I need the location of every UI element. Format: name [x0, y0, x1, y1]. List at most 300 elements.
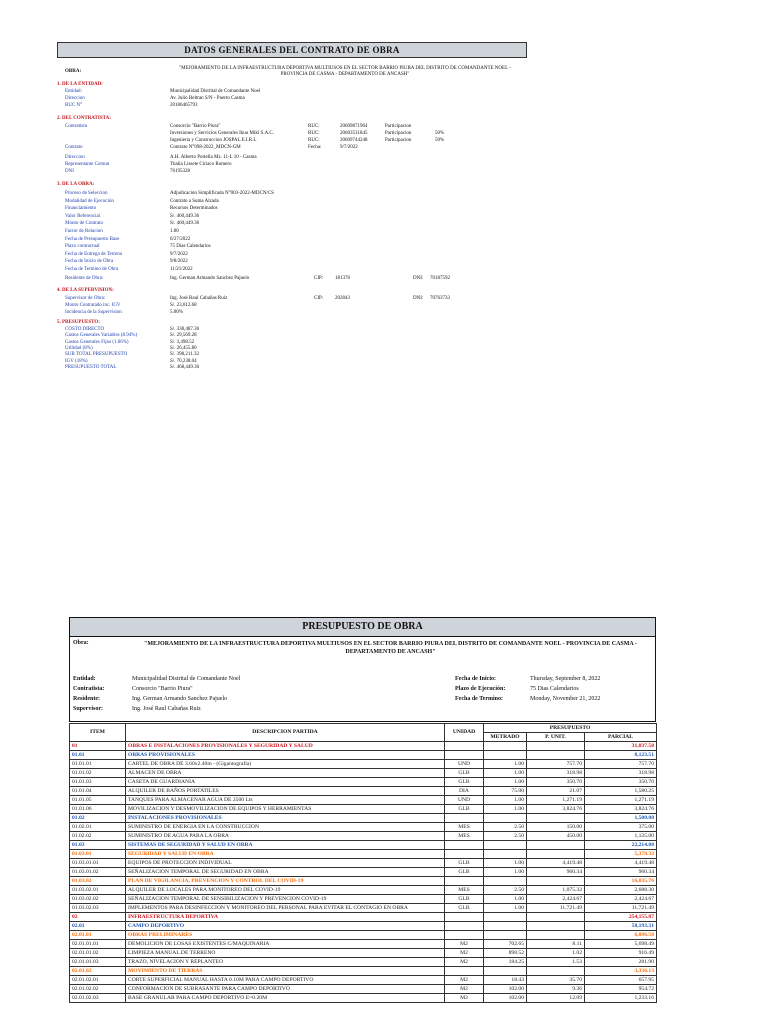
- metrado-cell: [484, 931, 527, 940]
- unit-cell: GLB: [445, 778, 484, 787]
- obra-label: OBRA:: [65, 69, 82, 74]
- unit-cell: [445, 850, 484, 859]
- supervision-amount-label: Monto Contratado inc. IGV: [65, 303, 121, 308]
- col-metrado-header: METRADO: [484, 733, 527, 742]
- description-cell: SUMINISTRO DE AGUA PARA LA OBRA: [126, 832, 445, 841]
- metrado-cell: 1.00: [484, 760, 527, 769]
- budget-summary-value: S/. 3,498.52: [170, 339, 195, 345]
- description-cell: PLAN DE VIGILANCIA, PREVENCION Y CONTROL DEL COVID-19: [126, 877, 445, 886]
- entity-address-value: Av. Julio Beltran S/N - Puerto Casma: [170, 96, 245, 101]
- contractor-member-participation-label: Participacion: [385, 138, 412, 143]
- budget-group-row: [70, 913, 657, 922]
- unit-price-cell: [527, 931, 585, 940]
- item-cell: 02.01.02.02: [70, 985, 126, 994]
- partial-cell: 1,271.19: [585, 796, 657, 805]
- budget-item-row: [70, 769, 657, 778]
- contractor-member-participation: 50%: [435, 138, 445, 143]
- partial-cell: 254,155.87: [585, 913, 657, 922]
- budget-summary-label: PRESUPUESTO TOTAL: [65, 364, 117, 370]
- partial-cell: 2,688.30: [585, 886, 657, 895]
- budget-item-row: [70, 787, 657, 796]
- budget-item-row: [70, 949, 657, 958]
- unit-cell: [445, 913, 484, 922]
- item-cell: 01.03.01: [70, 850, 126, 859]
- work-field-label: Proceso de Seleccion: [65, 191, 108, 196]
- work-field-value: 11/21/2022: [170, 267, 193, 272]
- col-item-header: ITEM: [70, 724, 126, 742]
- item-cell: 01.03.02.03: [70, 904, 126, 913]
- partial-cell: 3,336.13: [585, 967, 657, 976]
- contract-value: Contrato N°098-2022_MDCN-GM: [170, 145, 241, 150]
- unit-price-cell: 450.00: [527, 832, 585, 841]
- description-cell: MOVILIZACION Y DESMOVILIZACION DE EQUIPOS Y HERRAMIENTAS: [126, 805, 445, 814]
- budget-item-row: [70, 886, 657, 895]
- unit-price-cell: 757.70: [527, 760, 585, 769]
- description-cell: SEGURIDAD Y SALUD EN OBRA: [126, 850, 445, 859]
- budget-item-row: [70, 895, 657, 904]
- unit-price-cell: 12.09: [527, 994, 585, 1003]
- partial-cell: 757.70: [585, 760, 657, 769]
- description-cell: SISTEMAS DE SEGURIDAD Y SALUD EN OBRA: [126, 841, 445, 850]
- partial-cell: 916.49: [585, 949, 657, 958]
- unit-price-cell: 35.70: [527, 976, 585, 985]
- metrado-cell: 102.00: [484, 985, 527, 994]
- unit-price-cell: 960.34: [527, 868, 585, 877]
- budget-group-row: [70, 922, 657, 931]
- representative-dni-value: 76195328: [170, 169, 190, 174]
- work-field-value: Adjudicacion Simplificada N°003-2022-MDCN/CS: [170, 191, 274, 196]
- contractor-member-ruc-label: RUC:: [308, 124, 320, 129]
- unit-cell: UND: [445, 760, 484, 769]
- resident-value: Ing. German Armando Sanchez Pajuelo: [170, 276, 250, 281]
- unit-price-cell: [527, 922, 585, 931]
- item-cell: 02.01.01.03: [70, 958, 126, 967]
- supervisor-dni-value: 70763733: [430, 296, 450, 301]
- unit-price-cell: 1.53: [527, 958, 585, 967]
- unit-price-cell: 4,419.48: [527, 859, 585, 868]
- budget-item-row: [70, 859, 657, 868]
- metrado-cell: [484, 814, 527, 823]
- work-field-label: Monto de Contrato: [65, 221, 104, 227]
- partial-cell: 8,123.51: [585, 751, 657, 760]
- budget-item-row: [70, 985, 657, 994]
- budget-summary-value: S/. 70,238.04: [170, 358, 197, 364]
- metrado-cell: 102.00: [484, 994, 527, 1003]
- partial-cell: 16,835.76: [585, 877, 657, 886]
- description-cell: IMPLEMENTOS PARA DESINFECCION Y MONITOREO DEL PERSONAL PARA EVITAR EL CONTAGIO EN OBRA: [126, 904, 445, 913]
- partial-cell: 58,193.31: [585, 922, 657, 931]
- partial-cell: 5,378.32: [585, 850, 657, 859]
- budget-resident-value: Ing. German Armando Sanchez Pajuelo: [132, 696, 228, 702]
- metrado-cell: 2.50: [484, 886, 527, 895]
- work-field-value: S/. 460,449.36: [170, 213, 200, 219]
- item-cell: 02.01.02: [70, 967, 126, 976]
- unit-cell: MES: [445, 886, 484, 895]
- unit-price-cell: 2,424.67: [527, 895, 585, 904]
- partial-cell: 3,824.76: [585, 805, 657, 814]
- contractor-label: Contratista: [65, 124, 87, 129]
- metrado-cell: 1.00: [484, 778, 527, 787]
- description-cell: BASE GRANULAR PARA CAMPO DEPORTIVO E=0.20M: [126, 994, 445, 1003]
- unit-price-cell: 1,271.19: [527, 796, 585, 805]
- entity-ruc-value: 20186465793: [170, 103, 198, 108]
- metrado-cell: 1.00: [484, 859, 527, 868]
- supervisor-cip-label: CIP:: [314, 296, 324, 301]
- unit-cell: GLB: [445, 805, 484, 814]
- item-cell: 01.03.02: [70, 877, 126, 886]
- unit-cell: GLB: [445, 769, 484, 778]
- metrado-cell: [484, 922, 527, 931]
- work-field-label: Modalidad de Ejecución: [65, 198, 114, 204]
- partial-cell: 318.98: [585, 769, 657, 778]
- supervisor-value: Ing. José Raul Cabañas Ruiz: [170, 296, 228, 301]
- partial-cell: 1,500.00: [585, 814, 657, 823]
- resident-dni-label: DNI:: [413, 276, 424, 281]
- unit-cell: MES: [445, 832, 484, 841]
- work-field-value: Contrato a Suma Alzada: [170, 198, 219, 204]
- budget-end-date-label: Fecha de Termino:: [455, 696, 503, 702]
- metrado-cell: [484, 742, 527, 751]
- item-cell: 02.01: [70, 922, 126, 931]
- budget-end-date-value: Monday, November 21, 2022: [530, 696, 601, 702]
- unit-cell: M2: [445, 994, 484, 1003]
- budget-item-row: [70, 940, 657, 949]
- contractor-member-ruc: 20603531845: [340, 131, 368, 136]
- contractor-member-name: Inversiones y Servicios Generales Ikuo Mikl S.A.C.: [170, 131, 275, 136]
- budget-item-row: [70, 994, 657, 1003]
- unit-price-cell: [527, 751, 585, 760]
- unit-cell: [445, 742, 484, 751]
- representative-label: Representante Comun: [65, 162, 110, 167]
- budget-summary-value: S/. 26,455.80: [170, 345, 197, 351]
- budget-item-row: [70, 976, 657, 985]
- work-field-value: Recursos Determinados: [170, 206, 218, 212]
- work-field-label: Factor de Relacion: [65, 229, 103, 234]
- item-cell: 01.03: [70, 841, 126, 850]
- partial-cell: 1,580.25: [585, 787, 657, 796]
- budget-item-row: [70, 904, 657, 913]
- unit-price-cell: 350.70: [527, 778, 585, 787]
- entity-address-label: Direccion: [65, 96, 85, 101]
- contractor-member-participation: 50%: [435, 131, 445, 136]
- budget-summary-label: Gastos Generales Fijos (1.06%): [65, 339, 129, 345]
- unit-cell: [445, 922, 484, 931]
- obra-text: "MEJORAMIENTO DE LA INFRAESTRUCTURA DEPORTIVA MULTIUSOS EN EL SECTOR BARRIO PIURA DEL DISTRITO DE COMANDANTE NOEL - PROVINCIA DE CASMA - DEPARTAMENTO DE ANCASH": [179, 66, 511, 77]
- item-cell: 01.01.01: [70, 760, 126, 769]
- item-cell: 01.01.04: [70, 787, 126, 796]
- contract-date-label: Fecha:: [308, 145, 322, 150]
- item-cell: 01.02: [70, 814, 126, 823]
- unit-price-cell: [527, 967, 585, 976]
- contractor-member-ruc: 20609871964: [340, 124, 368, 129]
- unit-cell: DIA: [445, 787, 484, 796]
- metrado-cell: 2.50: [484, 832, 527, 841]
- budget-summary-value: S/. 29,569.28: [170, 333, 197, 339]
- partial-cell: 6,896.58: [585, 931, 657, 940]
- partial-cell: 2,424.67: [585, 895, 657, 904]
- partial-cell: 375.00: [585, 823, 657, 832]
- contractor-member-participation-label: Participacion: [385, 131, 412, 136]
- budget-item-row: [70, 760, 657, 769]
- budget-summary-label: Gastos Generales Variables (8.94%): [65, 333, 138, 339]
- section-entity-title: 1. DE LA ENTIDAD:: [57, 82, 103, 87]
- budget-item-row: [70, 823, 657, 832]
- budget-item-row: [70, 868, 657, 877]
- item-cell: 02.01.01.02: [70, 949, 126, 958]
- unit-price-cell: [527, 841, 585, 850]
- unit-price-cell: [527, 877, 585, 886]
- unit-price-cell: 3,824.76: [527, 805, 585, 814]
- unit-price-cell: [527, 814, 585, 823]
- budget-item-row: [70, 958, 657, 967]
- item-cell: 02.01.01.01: [70, 940, 126, 949]
- item-cell: 01: [70, 742, 126, 751]
- unit-cell: M2: [445, 940, 484, 949]
- resident-label: Residente de Obra:: [65, 276, 104, 281]
- item-cell: 01.03.01.01: [70, 859, 126, 868]
- unit-price-cell: 9.36: [527, 985, 585, 994]
- contractor-member-participation-label: Participacion: [385, 124, 412, 129]
- budget-group-row: [70, 877, 657, 886]
- budget-summary-label: SUB TOTAL PRESUPUESTO: [65, 352, 128, 358]
- description-cell: DEMOLICION DE LOSAS EXISTENTES C/MAQUINARIA: [126, 940, 445, 949]
- metrado-cell: 1.00: [484, 904, 527, 913]
- work-field-value: 9/7/2022: [170, 251, 188, 257]
- work-field-value: 1.00: [170, 229, 179, 234]
- budget-summary-value: S/. 338,487.36: [170, 327, 200, 332]
- metrado-cell: 898.52: [484, 949, 527, 958]
- budget-resident-label: Residente:: [73, 696, 100, 702]
- metrado-cell: [484, 841, 527, 850]
- work-field-label: Plazo contractual: [65, 244, 100, 250]
- item-cell: 01.03.02.01: [70, 886, 126, 895]
- metrado-cell: [484, 877, 527, 886]
- unit-cell: [445, 931, 484, 940]
- unit-price-cell: 318.98: [527, 769, 585, 778]
- description-cell: CORTE SUPERFICIAL MANUAL HASTA 0.10M PARA CAMPO DEPORTIVO: [126, 976, 445, 985]
- metrado-cell: 1.00: [484, 805, 527, 814]
- unit-price-cell: [527, 913, 585, 922]
- unit-cell: M2: [445, 958, 484, 967]
- description-cell: MOVIMIENTO DE TIERRAS: [126, 967, 445, 976]
- unit-cell: [445, 841, 484, 850]
- col-description-header: DESCRIPCION PARTIDA: [126, 724, 445, 742]
- contractor-member-name: Consorcio "Barrio Piura": [170, 124, 221, 129]
- general-data-title: DATOS GENERALES DEL CONTRATO DE OBRA: [57, 42, 527, 58]
- work-field-label: Financiamiento: [65, 206, 97, 212]
- budget-summary-label: COSTO DIRECTO: [65, 327, 105, 332]
- work-field-value: 75 Dias Calendarios: [170, 244, 211, 250]
- budget-duration-label: Plazo de Ejecución:: [455, 686, 506, 692]
- contractor-address-value: A.H. Alberto Portella Mz. 11-L 10 - Casma: [170, 155, 257, 160]
- work-field-value: 9/8/2022: [170, 259, 188, 265]
- unit-price-cell: 8.11: [527, 940, 585, 949]
- contract-date-value: 9/7/2022: [340, 145, 358, 150]
- budget-summary-value: S/. 398,211.32: [170, 352, 199, 358]
- metrado-cell: 1.00: [484, 868, 527, 877]
- metrado-cell: 2.50: [484, 823, 527, 832]
- partial-cell: 350.70: [585, 778, 657, 787]
- description-cell: OBRAS PRELIMINARES: [126, 931, 445, 940]
- description-cell: CONFORMACION DE SUBRASANTE PARA CAMPO DEPORTIVO: [126, 985, 445, 994]
- item-cell: 01.01.03: [70, 778, 126, 787]
- budget-item-row: [70, 778, 657, 787]
- budget-table: [69, 723, 657, 1003]
- unit-cell: GLB: [445, 904, 484, 913]
- partial-cell: 11,721.49: [585, 904, 657, 913]
- description-cell: SEÑALIZACION TEMPORAL DE SEGURIDAD EN OBRA: [126, 868, 445, 877]
- partial-cell: 5,698.49: [585, 940, 657, 949]
- work-field-value: 6/27/2022: [170, 236, 191, 242]
- budget-group-row: [70, 814, 657, 823]
- representative-dni-label: DNI: [65, 169, 74, 174]
- unit-cell: GLB: [445, 859, 484, 868]
- description-cell: EQUIPOS DE PROTECCION INDIVIDUAL: [126, 859, 445, 868]
- budget-group-row: [70, 742, 657, 751]
- metrado-cell: 1.00: [484, 895, 527, 904]
- budget-start-date-value: Thursday, September 8, 2022: [530, 676, 601, 682]
- work-field-label: Fecha de Inicio de Obra: [65, 259, 114, 265]
- budget-start-date-label: Fecha de Inicio:: [455, 676, 496, 682]
- contractor-member-ruc-label: RUC:: [308, 138, 320, 143]
- budget-summary-value: S/. 468,449.36: [170, 364, 200, 370]
- description-cell: OBRAS PROVISIONALES: [126, 751, 445, 760]
- metrado-cell: [484, 913, 527, 922]
- unit-cell: MES: [445, 823, 484, 832]
- description-cell: OBRAS E INSTALACIONES PROVISIONALES Y SEGURIDAD Y SALUD: [126, 742, 445, 751]
- section-supervision-title: 4. DE LA SUPERVISION:: [57, 288, 114, 293]
- budget-obra-text: "MEJORAMIENTO DE LA INFRAESTRUCTURA DEPORTIVA MULTIUSOS EN EL SECTOR BARRIO PIURA DEL DISTRITO DE COMANDANTE NOEL - PROVINCIA DE CASMA - DEPARTAMENTO DE ANCASH": [144, 641, 637, 655]
- metrado-cell: 184.25: [484, 958, 527, 967]
- work-field-label: Fecha de Presupuesto Base: [65, 236, 120, 242]
- metrado-cell: 1.00: [484, 796, 527, 805]
- unit-cell: M2: [445, 976, 484, 985]
- metrado-cell: 1.00: [484, 769, 527, 778]
- description-cell: LIMPIEZA MANUAL DE TERRENO: [126, 949, 445, 958]
- description-cell: ALQUILER DE LOCALES PARA MONITOREO DEL COVID-19: [126, 886, 445, 895]
- partial-cell: 31,837.58: [585, 742, 657, 751]
- budget-group-row: [70, 841, 657, 850]
- item-cell: 01.01.05: [70, 796, 126, 805]
- unit-price-cell: 1,075.32: [527, 886, 585, 895]
- unit-price-cell: 150.00: [527, 823, 585, 832]
- unit-price-cell: [527, 742, 585, 751]
- supervisor-dni-label: DNI:: [413, 296, 424, 301]
- resident-cip-value: 181376: [335, 276, 350, 281]
- description-cell: INSTALACIONES PROVISIONALES: [126, 814, 445, 823]
- section-budget-title: 5. PRESUPUESTO:: [57, 320, 100, 325]
- budget-supervisor-value: Ing. José Raul Cabañas Ruiz: [132, 706, 201, 712]
- contractor-member-name: Ingenieria y Construccion JOSPAL E.I.R.L: [170, 138, 257, 143]
- contractor-member-ruc: 20609744248: [340, 138, 368, 143]
- partial-cell: 954.72: [585, 985, 657, 994]
- supervisor-label: Supervisor de Obra:: [65, 296, 106, 301]
- item-cell: 02.01.02.03: [70, 994, 126, 1003]
- item-cell: 02.01.02.01: [70, 976, 126, 985]
- budget-summary-label: Utilidad (8%): [65, 345, 93, 351]
- budget-group-row: [70, 850, 657, 859]
- contract-label: Contrato: [65, 145, 83, 150]
- budget-supervisor-label: Supervisor:: [73, 706, 103, 712]
- metrado-cell: 75.00: [484, 787, 527, 796]
- col-budget-header: PRESUPUESTO: [484, 724, 657, 733]
- description-cell: TANQUES PARA ALMACENAR AGUA DE 2500 Lts: [126, 796, 445, 805]
- description-cell: ALQUILER DE BAÑOS PORTATILES: [126, 787, 445, 796]
- unit-cell: M2: [445, 949, 484, 958]
- partial-cell: 1,233.16: [585, 994, 657, 1003]
- unit-cell: GLB: [445, 895, 484, 904]
- metrado-cell: [484, 850, 527, 859]
- item-cell: 01.01.02: [70, 769, 126, 778]
- budget-contractor-value: Consorcio "Barrio Piura": [132, 686, 193, 692]
- entity-label: Entidad:: [65, 89, 82, 94]
- partial-cell: 1,125.00: [585, 832, 657, 841]
- budget-header: [69, 636, 656, 722]
- metrado-cell: [484, 967, 527, 976]
- unit-cell: GLB: [445, 868, 484, 877]
- description-cell: CARTEL DE OBRA DE 3.60x2.40m - (Gigantografia): [126, 760, 445, 769]
- item-cell: 01.03.02.02: [70, 895, 126, 904]
- budget-contractor-label: Contratista:: [73, 686, 105, 692]
- description-cell: CAMPO DEPORTIVO: [126, 922, 445, 931]
- work-field-label: Valor Referencial: [65, 213, 101, 219]
- description-cell: CASETA DE GUARDIANIA: [126, 778, 445, 787]
- unit-cell: M2: [445, 985, 484, 994]
- description-cell: SEÑALIZACION TEMPORAL DE SENSIBILIZACION Y PREVENCION COVID-19: [126, 895, 445, 904]
- partial-cell: 960.34: [585, 868, 657, 877]
- budget-group-row: [70, 751, 657, 760]
- section-work-title: 3. DE LA OBRA:: [57, 182, 95, 187]
- unit-price-cell: 1.02: [527, 949, 585, 958]
- budget-item-row: [70, 796, 657, 805]
- contractor-address-label: Direccion: [65, 155, 85, 160]
- work-field-label: Fecha de Entrega de Terreno: [65, 251, 123, 257]
- item-cell: 02.01.01: [70, 931, 126, 940]
- budget-entity-label: Entidad:: [73, 676, 96, 682]
- partial-cell: 4,419.48: [585, 859, 657, 868]
- contractor-member-ruc-label: RUC:: [308, 131, 320, 136]
- budget-item-row: [70, 832, 657, 841]
- description-cell: ALMACEN DE OBRA: [126, 769, 445, 778]
- entity-ruc-label: RUC N°: [65, 103, 83, 108]
- section-contractor-title: 2. DEL CONTRATISTA:: [57, 116, 111, 121]
- unit-cell: [445, 814, 484, 823]
- col-unit-header: UNIDAD: [445, 724, 484, 742]
- unit-price-cell: [527, 850, 585, 859]
- item-cell: 02: [70, 913, 126, 922]
- col-unit-price-header: P. UNIT.: [527, 733, 585, 742]
- representative-value: Thalia Lissete Ciriaco Romero: [170, 162, 232, 167]
- description-cell: SUMINISTRO DE ENERGIA EN LA CONSTRUCCION: [126, 823, 445, 832]
- unit-cell: [445, 751, 484, 760]
- supervisor-cip-value: 202843: [335, 296, 350, 301]
- unit-cell: [445, 877, 484, 886]
- work-field-label: Fecha de Termino de Obra: [65, 267, 119, 272]
- partial-cell: 22,214.08: [585, 841, 657, 850]
- col-partial-header: PARCIAL: [585, 733, 657, 742]
- budget-obra-label: Obra:: [73, 640, 89, 646]
- unit-cell: [445, 967, 484, 976]
- item-cell: 01.02.01: [70, 823, 126, 832]
- budget-item-row: [70, 805, 657, 814]
- budget-group-row: [70, 931, 657, 940]
- budget-title: PRESUPUESTO DE OBRA: [69, 617, 656, 637]
- entity-value: Municipalidad Distrital de Comandante Noel: [170, 89, 261, 94]
- budget-group-row: [70, 967, 657, 976]
- supervision-amount-value: S/. 23,012.68: [170, 303, 197, 308]
- partial-cell: 657.95: [585, 976, 657, 985]
- partial-cell: 281.90: [585, 958, 657, 967]
